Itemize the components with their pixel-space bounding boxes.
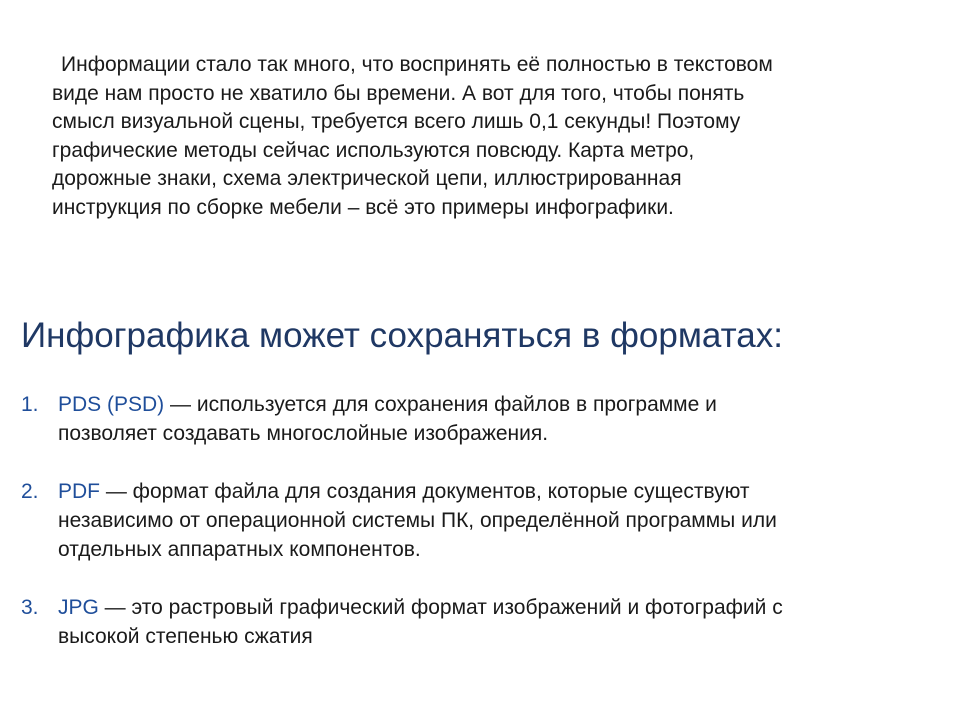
format-name: PDF [58, 480, 100, 503]
format-description: — это растровый графический формат изображений и фотографий с [98, 596, 783, 619]
formats-list [21, 390, 921, 651]
list-number: 2. [21, 480, 39, 503]
format-description: отдельных аппаратных компонентов. [58, 538, 421, 561]
format-name: PDS (PSD) [58, 393, 165, 416]
intro-line: инструкция по сборке мебели – всё это примеры инфографики. [52, 195, 674, 219]
format-line [58, 390, 921, 419]
intro-line: дорожные знаки, схема электрической цепи, иллюстрированная [52, 167, 682, 190]
format-description: высокой степенью сжатия [58, 625, 313, 648]
format-description: независимо от операционной системы ПК, определённой программы или [58, 509, 777, 532]
list-number: 3. [21, 596, 39, 619]
format-item-jpg [21, 593, 921, 651]
format-description: позволяет создавать многослойные изображения. [58, 422, 549, 445]
formats-heading: Инфографика может сохраняться в форматах: [21, 316, 783, 355]
format-name: JPG [58, 596, 99, 619]
intro-line: виде нам просто не хватило бы времени. А вот для того, чтобы понять [52, 81, 745, 105]
format-description: — используется для сохранения файлов в программе и [164, 393, 717, 416]
format-line [58, 593, 921, 622]
intro-line: графические методы сейчас используются повсюду. Карта метро, [52, 138, 695, 162]
intro-line: Информации стало так много, что воспринять её полностью в текстовом [61, 53, 773, 76]
format-description: — формат файла для создания документов, которые существуют [100, 480, 750, 503]
format-item-pdf [21, 477, 921, 564]
format-item-psd [21, 390, 921, 448]
intro-paragraph [52, 51, 892, 222]
list-number: 1. [21, 393, 39, 416]
format-line [58, 477, 921, 506]
intro-line: смысл визуальной сцены, требуется всего лишь 0,1 секунды! Поэтому [52, 110, 741, 133]
